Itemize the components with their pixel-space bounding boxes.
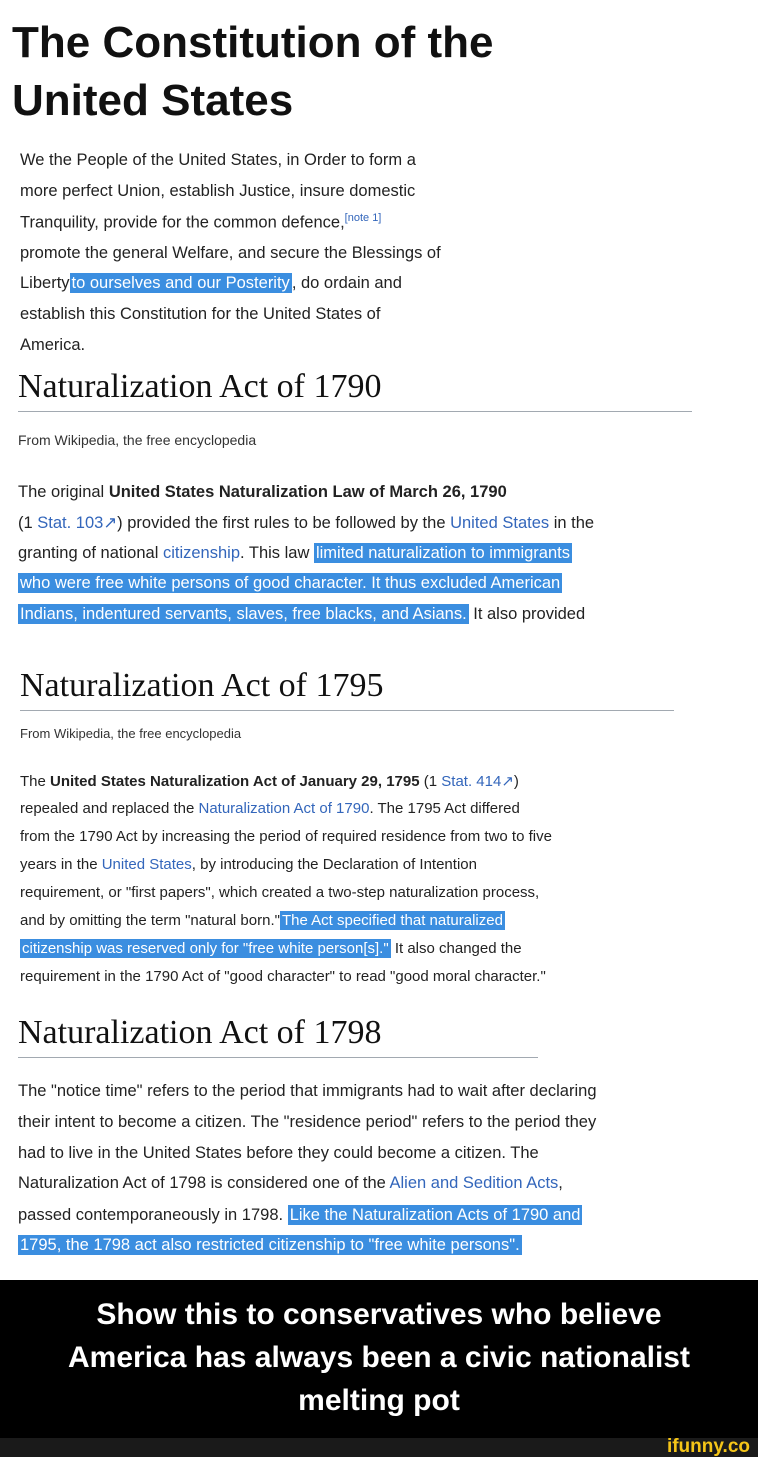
stat-link[interactable]: Stat. 414: [441, 773, 502, 790]
citizenship-link[interactable]: citizenship: [162, 544, 240, 562]
article-text: . The 1795 Act differed: [369, 800, 520, 817]
meme-caption: [0, 1280, 758, 1438]
article-text: . This law: [240, 544, 314, 562]
article-line: [18, 1236, 522, 1255]
article-text: The: [20, 773, 51, 790]
article-text: years in the: [20, 856, 102, 873]
article-line: [20, 912, 505, 929]
heading-rule: [20, 710, 674, 711]
heading-rule: [18, 411, 692, 412]
footnote-link[interactable]: [note 1]: [344, 212, 382, 224]
caption-line: America has always been a civic nationalist: [68, 1341, 690, 1374]
title-line-1: The Constitution of the: [12, 18, 494, 67]
source-note: From Wikipedia, the free encyclopedia: [20, 726, 242, 741]
watermark-bar: [0, 1438, 758, 1457]
article-line: their intent to become a citizen. The "residence period" refers to the period they: [18, 1113, 597, 1131]
section-heading-1798: Naturalization Act of 1798: [18, 1014, 382, 1051]
bold-title: United States Naturalization Act of January 29, 1795: [50, 773, 420, 790]
stat-link[interactable]: Stat. 103: [37, 514, 104, 532]
article-line: [20, 800, 520, 817]
article-text: It also changed the: [390, 940, 522, 957]
caption-line: Show this to conservatives who believe: [96, 1298, 662, 1331]
united-states-link[interactable]: United States: [450, 514, 550, 532]
highlighted-text: 1795, the 1798 act also restricted citizenship to "free white persons".: [20, 1236, 520, 1254]
article-line: requirement in the 1790 Act of "good character" to read "good moral character.": [20, 968, 546, 985]
article-text: It also provided: [468, 605, 586, 623]
source-note: From Wikipedia, the free encyclopedia: [18, 432, 257, 448]
heading-rule: [18, 1057, 538, 1058]
united-states-link[interactable]: United States: [101, 856, 192, 873]
article-line: The "notice time" refers to the period that immigrants had to wait after declaring: [18, 1082, 597, 1100]
article-line: [18, 574, 562, 593]
highlighted-text: citizenship was reserved only for "free white person[s].": [22, 940, 389, 957]
preamble-line: We the People of the United States, in Order to form a: [20, 151, 416, 169]
page-title: [12, 14, 612, 130]
preamble-line: [20, 212, 381, 233]
preamble-line: more perfect Union, establish Justice, insure domestic: [20, 182, 416, 200]
article-line: had to live in the United States before they could become a citizen. The: [18, 1144, 539, 1162]
preamble-text: , do ordain and: [291, 274, 402, 292]
caption-line: melting pot: [298, 1384, 460, 1417]
article-text: passed contemporaneously in 1798.: [18, 1206, 288, 1224]
title-line-2: United States: [12, 76, 294, 125]
preamble-line: [20, 274, 402, 293]
section-heading-1795: Naturalization Act of 1795: [20, 667, 384, 704]
article-line: from the 1790 Act by increasing the period of required residence from two to five: [20, 828, 552, 845]
article-line: [20, 772, 519, 790]
highlighted-text: Indians, indentured servants, slaves, free blacks, and Asians.: [20, 605, 467, 623]
external-link-icon: ↗: [103, 514, 118, 532]
article-line: [18, 513, 594, 533]
alien-sedition-link[interactable]: Alien and Sedition Acts: [389, 1174, 559, 1192]
highlighted-text: limited naturalization to immigrants: [315, 544, 570, 562]
article-text: (1: [419, 773, 442, 790]
article-text: in the: [549, 514, 595, 532]
article-text: ,: [558, 1174, 563, 1192]
preamble-line: promote the general Welfare, and secure the Blessings of: [20, 244, 441, 262]
article-text: Naturalization Act of 1798 is considered one of the: [18, 1174, 390, 1192]
highlighted-text: The Act specified that naturalized: [281, 912, 503, 929]
article-line: [18, 483, 507, 502]
ifunny-logo: ifunny.co: [666, 1436, 750, 1457]
preamble-line: establish this Constitution for the United States of: [20, 305, 381, 323]
bold-title: United States Naturalization Law of March 26, 1790: [108, 483, 507, 501]
article-text: ) provided the first rules to be followed by the: [117, 514, 451, 532]
article-text: The original: [18, 483, 109, 501]
article-line: [18, 605, 585, 624]
article-line: [20, 856, 477, 873]
article-line: [18, 1174, 563, 1193]
preamble-text: Liberty: [20, 274, 70, 292]
article-line: [18, 1206, 582, 1225]
act-1790-link[interactable]: Naturalization Act of 1790: [198, 800, 370, 817]
highlighted-text: Like the Naturalization Acts of 1790 and: [289, 1206, 581, 1224]
article-line: [20, 940, 522, 957]
preamble-text: Tranquility, provide for the common defence,: [20, 213, 345, 232]
article-line: [18, 544, 572, 563]
article-text: and by omitting the term "natural born.": [20, 912, 280, 929]
article-line: requirement, or "first papers", which created a two-step naturalization process,: [20, 884, 540, 901]
highlighted-text: who were free white persons of good character. It thus excluded American: [20, 574, 561, 592]
highlighted-text: to ourselves and our Posterity: [71, 274, 290, 292]
article-text: granting of national: [18, 544, 163, 562]
article-text: (1: [18, 514, 38, 532]
article-text: ): [513, 773, 519, 790]
external-link-icon: ↗: [501, 773, 514, 790]
article-text: , by introducing the Declaration of Intention: [191, 856, 477, 873]
preamble-line: America.: [20, 336, 86, 354]
section-heading-1790: Naturalization Act of 1790: [18, 368, 382, 405]
article-text: repealed and replaced the: [20, 800, 199, 817]
